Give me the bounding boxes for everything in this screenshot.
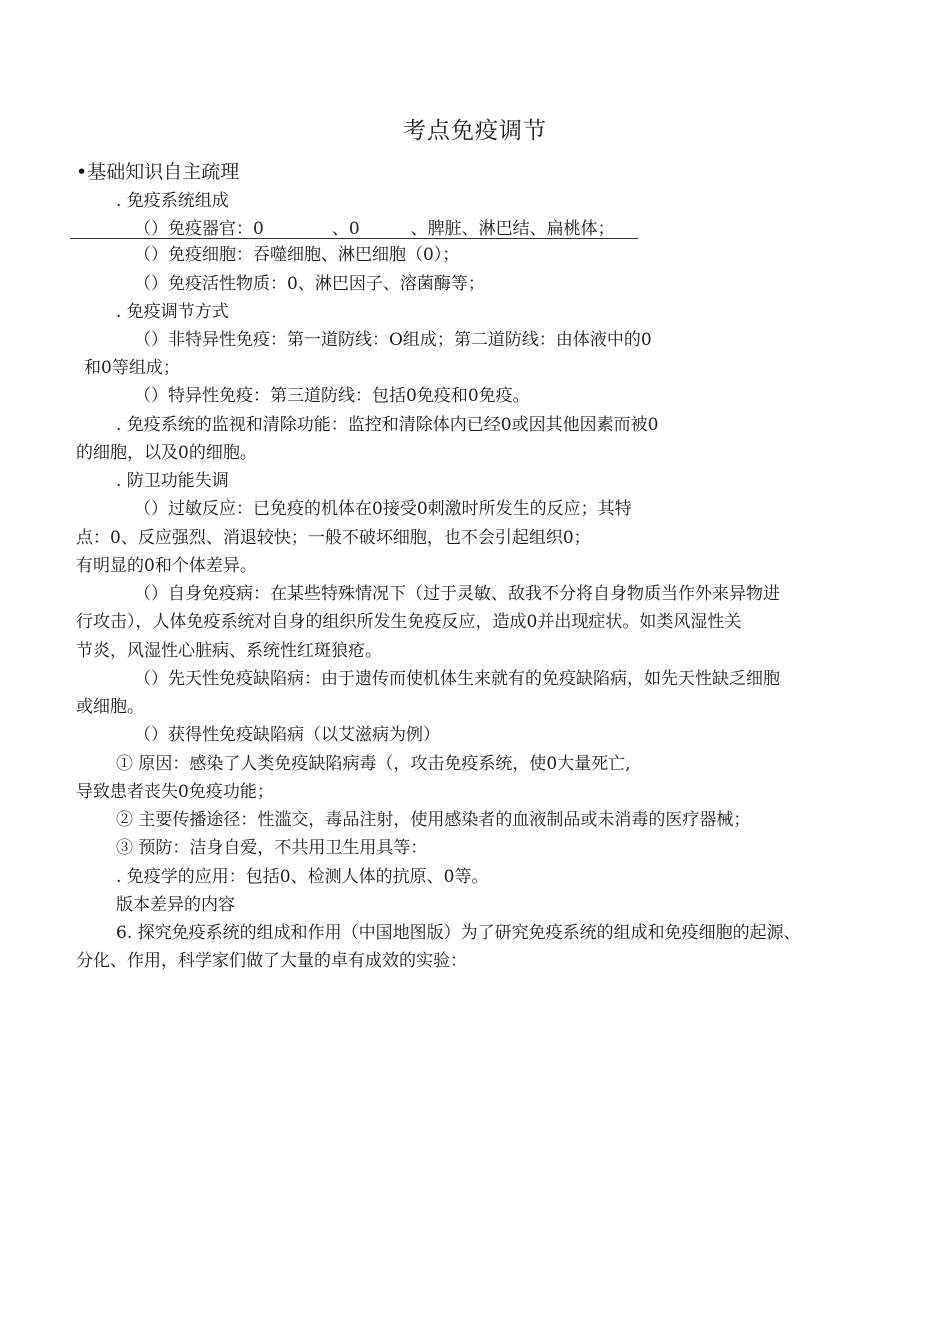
text-line: 有明显的0和个体差异。 [76, 556, 257, 576]
text-line: 6. 探究免疫系统的组成和作用（中国地图版）为了研究免疫系统的组成和免疫细胞的起源、 [116, 923, 801, 943]
text-line: 分化、作用，科学家们做了大量的卓有成效的实验： [76, 951, 467, 971]
text-line: 点：0、反应强烈、消退较快；一般不破坏细胞，也不会引起组织0； [76, 528, 591, 548]
text-line: （）非特异性免疫：第一道防线：O组成；第二道防线：由体液中的0 [134, 330, 652, 350]
text-line: . 防卫功能失调 [116, 471, 229, 491]
text-line: 版本差异的内容 [116, 895, 235, 915]
text-line: （）自身免疫病：在某些特殊情况下（过于灵敏、敌我不分将自身物质当作外来异物进 [134, 584, 780, 604]
text-line: ③ 预防：洁身自爱，不共用卫生用具等： [116, 838, 428, 858]
text-line: （）特异性免疫：第三道防线：包括0免疫和0免疫。 [134, 386, 530, 406]
text-line: ① 原因：感染了人类免疫缺陷病毒（，攻击免疫系统，使0大量死亡, [116, 754, 631, 774]
text-line: . 免疫学的应用：包括0、检测人体的抗原、0等。 [116, 867, 489, 887]
text-line: 节炎，风湿性心脏病、系统性红斑狼疮。 [76, 641, 382, 661]
text-line: （）免疫细胞：吞噬细胞、淋巴细胞（0）； [134, 245, 460, 265]
text-line: （）过敏反应：已免疫的机体在0接受0刺激时所发生的反应；其特 [134, 499, 632, 519]
horizontal-rule [70, 238, 638, 239]
text-line: （）免疫器官：0 、0 、脾脏、淋巴结、扁桃体； [134, 219, 615, 239]
text-line: （）免疫活性物质：0、淋巴因子、溶菌酶等； [134, 274, 485, 294]
text-line: . 免疫调节方式 [116, 302, 229, 322]
section-heading: •基础知识自主疏理 [76, 161, 240, 183]
text-line: . 免疫系统的监视和清除功能：监控和清除体内已经0或因其他因素而被0 [116, 415, 659, 435]
text-line: （）获得性免疫缺陷病（以艾滋病为例） [134, 725, 440, 745]
text-line: . 免疫系统组成 [116, 191, 229, 211]
text-line: 或细胞。 [76, 697, 144, 717]
text-line: 和0等组成； [84, 358, 180, 378]
text-line: （）先天性免疫缺陷病：由于遗传而使机体生来就有的免疫缺陷病，如先天性缺乏细胞 [134, 669, 780, 689]
text-line: ② 主要传播途径：性滥交，毒品注射，使用感染者的血液制品或未消毒的医疗器械； [116, 810, 751, 830]
text-line: 的细胞，以及0的细胞。 [76, 443, 257, 463]
text-line: 导致患者丧失0免疫功能； [76, 782, 274, 802]
text-line: 行攻击），人体免疫系统对自身的组织所发生免疫反应，造成0并出现症状。如类风湿性关 [76, 612, 742, 632]
document-title: 考点免疫调节 [403, 118, 547, 144]
